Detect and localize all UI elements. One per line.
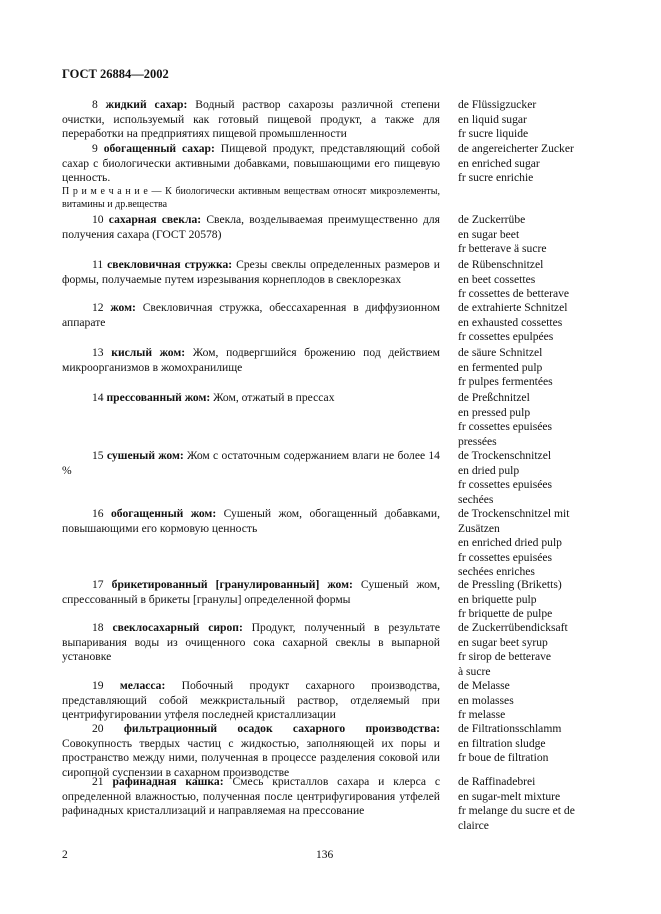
page-header: ГОСТ 26884—2002 [62,67,169,81]
term-name: сушеный жом: [106,449,184,462]
term-text: Жом, подвергшийся брожению под действием микроорганизмов в жомохранилище [62,346,441,374]
term-name: жидкий сахар: [105,98,188,111]
translations [458,679,648,723]
translations [458,449,648,507]
term-text: Водный раствор сахарозы различной степени очистки, используемый как готовый пищевой продукт, а также для переработки на предприятиях пищевой промышленности [62,98,440,141]
translation-line: clairce [458,818,489,832]
translation-line: fr briquette de pulpe [458,607,553,621]
term-number: 16 [92,507,104,520]
translation-line: de extrahierte Schnitzel [458,301,568,314]
translation-line: sechées enriches [458,565,535,579]
translations [458,98,648,142]
translation-line: de Trockenschnitzel [458,449,552,462]
translation-line: à sucre [458,664,491,678]
translation-line: de Rübenschnitzel [458,258,544,271]
term-text: Жом, отжатый в прессах [213,391,335,404]
term-name: прессованный жом: [106,391,211,404]
translation-line: pressées [458,434,497,448]
note: П р и м е ч а н и е — К биологически активным веществам относят микроэлементы, витамины и др.вещества [62,186,440,210]
term-number: 17 [92,578,104,591]
translation-line: fr sucre enrichie [458,171,534,185]
translations [458,391,648,449]
term-definition [62,578,440,607]
translation-line: en filtration sludge [458,736,546,750]
translation-line: en liquid sugar [458,112,527,126]
term-text: Продукт, полученный в результате выпаривания воды из очищенного сока сахарной свеклы в выпарной установке [62,621,440,664]
term-number: 18 [92,621,104,634]
translation-line: en fermented pulp [458,360,543,374]
term-name: рафинадная кашка: [112,775,224,788]
term-name: обогащенный жом: [111,507,217,520]
translation-line: en enriched dried pulp [458,536,562,550]
term-name: свекловичная стружка: [107,258,233,271]
translation-line: de Zuckerrübe [458,213,526,226]
translation-line: fr sirop de betterave [458,650,552,664]
term-name: кислый жом: [111,346,186,359]
translation-line: en beet cossettes [458,272,536,286]
term-name: сахарная свекла: [108,213,202,226]
translations [458,578,648,622]
term-number: 9 [92,142,98,155]
term-number: 8 [92,98,98,111]
term-definition [62,722,440,780]
term-definition [62,391,440,406]
translation-line: fr melasse [458,708,506,722]
term-definition [62,621,440,665]
translation-line: de säure Schnitzel [458,346,543,359]
translations [458,213,648,257]
term-definition [62,346,440,375]
term-text: Сушеный жом, обогащенный добавками, повышающими его кормовую ценность [62,507,440,535]
page-number-center: 136 [316,849,334,861]
term-definition [62,507,440,536]
term-text: Совокупность твердых частиц с жидкостью, заполняющей их поры и пространство между ними, полученная в процессе разделения соковой или сиропной суспензии в сахарном производстве [62,736,440,779]
term-number: 14 [92,391,104,404]
translation-line: de Flüssigzucker [458,98,537,111]
translation-line: de angereicherter Zucker [458,142,574,155]
translation-line: fr sucre liquide [458,127,529,141]
term-text: Жом с остаточным содержанием влаги не более 14 % [62,449,440,477]
translation-line: en dried pulp [458,463,520,477]
translations [458,775,648,833]
translation-line: en sugar-melt mixture [458,789,561,803]
translations [458,346,648,390]
translation-line: de Pressling (Briketts) [458,578,562,591]
term-text: Свекла, возделываемая преимущественно для получения сахара (ГОСТ 20578) [62,213,440,241]
translation-line: de Preßchnitzel [458,391,530,404]
translations [458,258,648,302]
term-name: меласса: [119,679,166,692]
translation-line: fr betterave ä sucre [458,242,547,256]
translation-line: fr cossettes epulpées [458,330,554,344]
term-definition [62,449,440,478]
term-number: 12 [92,301,104,314]
translation-line: fr pulpes fermentées [458,375,553,389]
translations [458,301,648,345]
translation-line: fr boue de filtration [458,751,549,765]
term-definition [62,258,440,287]
term-definition [62,775,440,819]
translation-line: Zusätzen [458,521,500,535]
translation-line: en molasses [458,693,514,707]
term-name: фильтрационный осадок сахарного производства: [123,722,440,735]
translation-line: en sugar beet [458,227,520,241]
translation-line: en exhausted cossettes [458,315,563,329]
term-number: 20 [92,722,104,735]
term-text: Смесь кристаллов сахара и клерса с определенной влажностью, полученная после центрифугирования утфелей рафинадных кристаллизаций и направляемая на прессование [62,775,441,818]
term-name: жом: [110,301,136,314]
translation-line: de Zuckerrübendicksaft [458,621,568,634]
translation-line: de Filtrationsschlamm [458,722,562,735]
term-definition [62,679,440,723]
term-definition [62,301,440,330]
translation-line: en enriched sugar [458,156,540,170]
term-number: 11 [92,258,104,271]
translations [458,142,648,186]
translation-line: de Raffinadebrei [458,775,536,788]
term-number: 21 [92,775,104,788]
term-text: Свекловичная стружка, обессахаренная в диффузионном аппарате [62,301,440,329]
term-number: 13 [92,346,104,359]
translation-line: en pressed pulp [458,405,531,419]
translation-line: en sugar beet syrup [458,635,548,649]
term-definition [62,142,440,186]
translations [458,507,648,580]
term-name: брикетированный [гранулированный] жом: [111,578,353,591]
page-number-left: 2 [62,849,68,861]
term-number: 19 [92,679,104,692]
translation-line: fr cossettes epuisées [458,478,553,492]
term-text: Пищевой продукт, представляющий собой сахар с биологически активными добавками, повышающими его пищевую ценность. [62,142,440,185]
translation-line: de Trockenschnitzel mit [458,507,570,520]
translation-line: fr cossettes epuisées [458,550,553,564]
translations [458,722,648,766]
translation-line: fr cossettes epuisées [458,420,553,434]
term-text: Сушеный жом, спрессованный в брикеты [гранулы] определенной формы [62,578,440,606]
term-text: Побочный продукт сахарного производства, представляющий собой межкристальный раствор, отделяемый при центрифугировании утфеля последней кристаллизации [62,679,440,722]
translation-line: fr melange du sucre et de [458,804,575,818]
translation-line: en briquette pulp [458,592,537,606]
translations [458,621,648,679]
term-definition [62,213,440,242]
term-number: 15 [92,449,104,462]
term-name: обогащенный сахар: [103,142,215,155]
term-number: 10 [92,213,104,226]
term-definition [62,98,440,142]
term-name: свеклосахарный сироп: [112,621,243,634]
translation-line: de Melasse [458,679,510,692]
translation-line: fr cossettes de betterave [458,287,570,301]
translation-line: sechées [458,492,494,506]
term-text: Срезы свеклы определенных размеров и формы, получаемые путем изрезывания корнеплодов в свеклорезках [62,258,440,286]
